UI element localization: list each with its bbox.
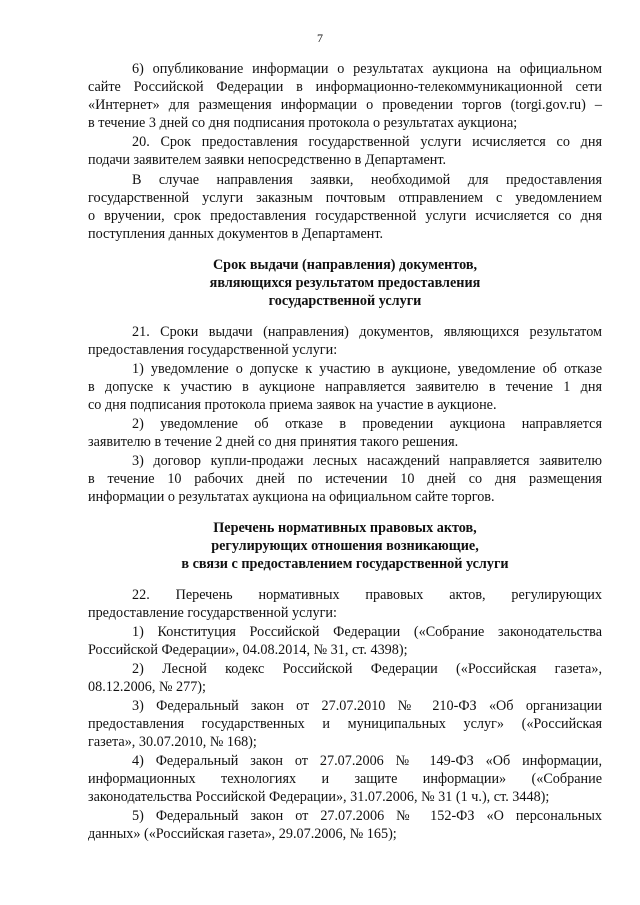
text-line: информационных технологиях и защите информации» («Собрание xyxy=(88,771,602,787)
text-line: «Интернет» для размещения информации о проведении торгов (torgi.gov.ru) – xyxy=(88,97,602,113)
text-line: предоставления государственной услуги: xyxy=(88,342,338,358)
text-line: 3) договор купли-продажи лесных насаждений направляется заявителю xyxy=(132,453,602,469)
text-line: 2) Лесной кодекс Российской Федерации («Российская газета», xyxy=(132,661,602,677)
text-line: государственной услуги заказным почтовым отправлением с уведомлением xyxy=(88,190,602,206)
text-line: 08.12.2006, № 277); xyxy=(88,679,206,695)
text-line: 1) Конституция Российской Федерации («Собрание законодательства xyxy=(132,624,602,640)
text-line: газета», 30.07.2010, № 168); xyxy=(88,734,257,750)
text-line: 6) опубликование информации о результатах аукциона на официальном xyxy=(132,61,602,77)
text-line: 5) Федеральный закон от 27.07.2006 № 152-ФЗ «О персональных xyxy=(132,808,602,824)
text-line: информации о результатах аукциона на официальном сайте торгов. xyxy=(88,489,495,505)
text-line: подачи заявителем заявки непосредственно в Департамент. xyxy=(88,152,447,168)
text-line: Российской Федерации», 04.08.2014, № 31, ст. 4398); xyxy=(88,642,408,658)
section-heading-line: государственной услуги xyxy=(268,293,422,309)
text-line: В случае направления заявки, необходимой для предоставления xyxy=(132,172,602,188)
section-heading-line: регулирующих отношения возникающие, xyxy=(211,538,479,554)
text-line: данных» («Российская газета», 29.07.2006, № 165); xyxy=(88,826,397,842)
text-line: в течение 10 рабочих дней по истечении 10 дней со дня размещения xyxy=(88,471,602,487)
text-line: о вручении, срок предоставления государственной услуги исчисляется со дня xyxy=(88,208,602,224)
section-heading-line: являющихся результатом предоставления xyxy=(209,275,481,291)
text-line: 4) Федеральный закон от 27.07.2006 № 149-ФЗ «Об информации, xyxy=(132,753,602,769)
text-line: 3) Федеральный закон от 27.07.2010 № 210-ФЗ «Об организации xyxy=(132,698,602,714)
text-line: поступления данных документов в Департамент. xyxy=(88,226,384,242)
text-line: в допуске к участию в аукционе направляется заявителю в течение 1 дня xyxy=(88,379,602,395)
text-line: со дня подписания протокола приема заявок на участие в аукционе. xyxy=(88,397,497,413)
text-line: 21. Сроки выдачи (направления) документов, являющихся результатом xyxy=(132,324,602,340)
section-heading-line: в связи с предоставлением государственной услуги xyxy=(181,556,509,572)
text-line: в течение 3 дней со дня подписания протокола о результатах аукциона; xyxy=(88,115,518,131)
text-line: 20. Срок предоставления государственной услуги исчисляется со дня xyxy=(132,134,602,150)
text-line: заявителю в течение 2 дней со дня принятия такого решения. xyxy=(88,434,459,450)
text-line: законодательства Российской Федерации», 31.07.2006, № 31 (1 ч.), ст. 3448); xyxy=(88,789,550,805)
text-line: 1) уведомление о допуске к участию в аукционе, уведомление об отказе xyxy=(132,361,602,377)
text-line: 22. Перечень нормативных правовых актов, регулирующих xyxy=(132,587,602,603)
text-line: предоставление государственной услуги: xyxy=(88,605,337,621)
text-line: сайте Российской Федерации в информационно-телекоммуникационной сети xyxy=(88,79,602,95)
page-number: 7 xyxy=(317,31,323,45)
section-heading-line: Перечень нормативных правовых актов, xyxy=(213,520,477,536)
text-line: 2) уведомление об отказе в проведении аукциона направляется xyxy=(132,416,602,432)
section-heading-line: Срок выдачи (направления) документов, xyxy=(212,257,478,273)
text-line: предоставления государственных и муниципальных услуг» («Российская xyxy=(88,716,602,732)
